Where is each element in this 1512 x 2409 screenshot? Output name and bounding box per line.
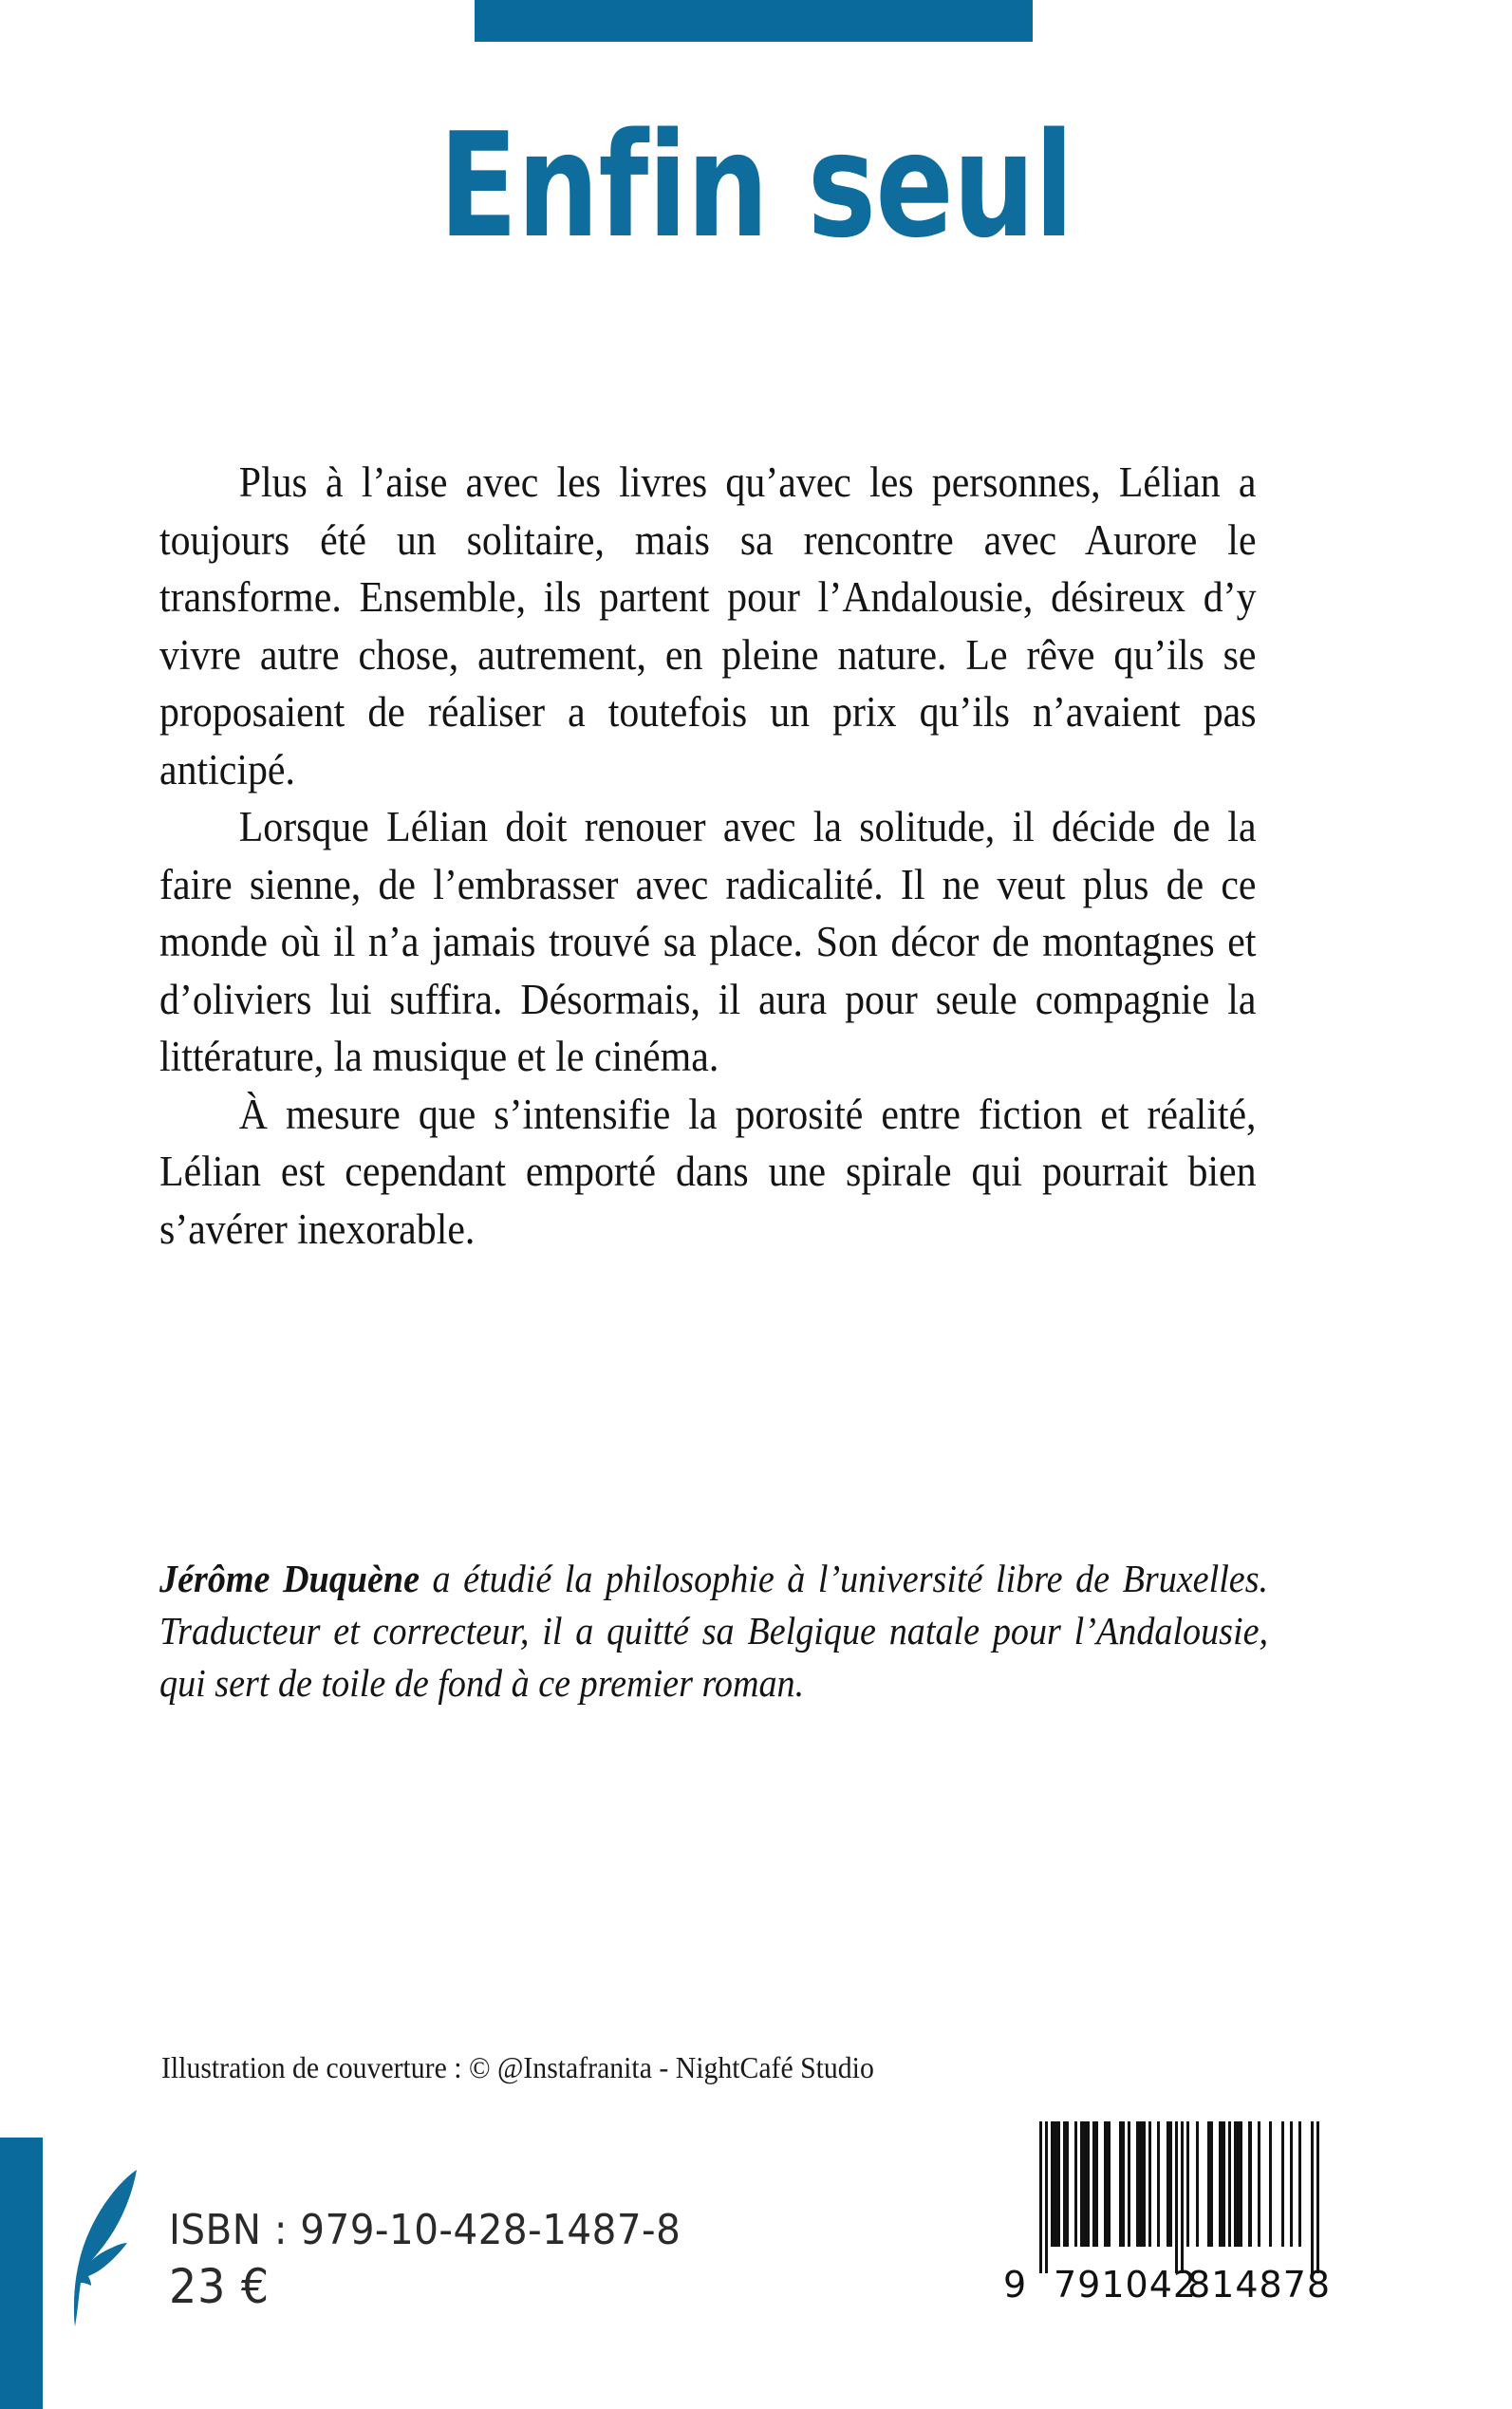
bottom-accent-bar <box>0 2138 43 2409</box>
blurb-paragraph: À mesure que s’intensifie la porosité entre fiction et réalité, Lélian est cependant emporté dans une spirale qui pourrait bien s’avérer inexorable. <box>159 1089 1257 1253</box>
author-biography <box>159 1553 1268 1709</box>
blurb-paragraph: Plus à l’aise avec les livres qu’avec les personnes, Lélian a toujours été un solitaire, mais sa rencontre avec Aurore le transforme. Ensemble, ils partent pour l’Andalousie, désireux d’y vivre autre chose, autrement, en pleine nature. Le rêve qu’ils se proposaient de réaliser a toutefois un prix qu’ils n’avaient pas anticipé. <box>159 458 1257 794</box>
blurb-paragraph: Lorsque Lélian doit renouer avec la solitude, il décide de la faire sienne, de l’embrasser avec radicalité. Il ne veut plus de ce monde où il n’a jamais trouvé sa place. Son décor de montagnes et d’oliviers lui suffira. Désormais, il aura pour seule compagnie la littérature, la musique et le cinéma. <box>159 802 1257 1080</box>
author-name: Jérôme Duquène <box>159 1557 420 1600</box>
ean-barcode <box>1001 2121 1332 2359</box>
barcode-left-digit: 9 <box>1003 2264 1028 2306</box>
top-accent-bar <box>475 0 1033 42</box>
blurb-text <box>159 454 1257 1258</box>
cover-illustration-credit: Illustration de couverture : © @Instafranita - NightCafé Studio <box>161 2050 874 2084</box>
barcode-right-digits: 814878 <box>1187 2264 1332 2306</box>
price-value: 23 € <box>169 2259 271 2314</box>
isbn-price-block <box>169 2204 725 2316</box>
publisher-feather-icon <box>59 2157 154 2337</box>
page-title: Enfin seul <box>439 102 1073 270</box>
barcode-middle-digits: 791042 <box>1054 2264 1198 2306</box>
isbn-value: ISBN : 979-10-428-1487-8 <box>169 2206 681 2254</box>
barcode-digits <box>1001 2264 1332 2306</box>
author-bio-text: a étudié la philosophie à l’université libre de Bruxelles. Traducteur et correcteur, il a quitté sa Belgique natale pour l’Andalousie, qui sert de toile de fond à ce premier roman. <box>159 1557 1269 1705</box>
barcode-bars <box>1001 2121 1327 2273</box>
